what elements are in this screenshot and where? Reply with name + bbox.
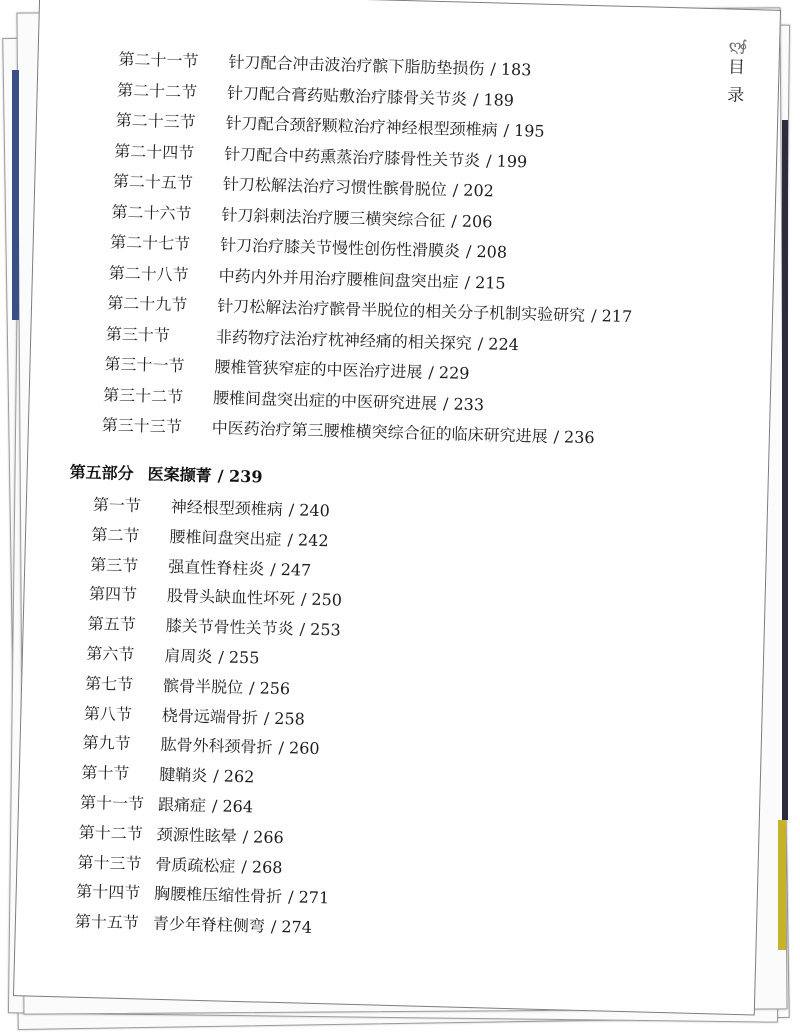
- toc-page-number: / 266: [242, 826, 284, 847]
- toc-entry[interactable]: [82, 733, 319, 759]
- toc-entry[interactable]: [86, 644, 259, 669]
- toc-section-number: 第一节: [92, 495, 142, 516]
- toc-section-number: 第十三节: [77, 852, 142, 874]
- toc-section-number: 第二十一节: [118, 49, 199, 71]
- toc-page-number: / 260: [278, 738, 320, 759]
- toc-entry[interactable]: [111, 202, 492, 232]
- toc-section-number: 第二十九节: [107, 293, 188, 315]
- toc-page-number: / 274: [270, 917, 313, 938]
- toc-entry[interactable]: [76, 882, 329, 909]
- toc-section-number: 第二十五节: [112, 171, 194, 193]
- toc-entry-title: 针刀配合颈舒颗粒治疗神经根型颈椎病: [225, 113, 498, 140]
- side-marker-char-2: 录: [727, 85, 745, 106]
- book-cover-edge-dark: [782, 120, 788, 820]
- toc-page-number: / 271: [287, 887, 330, 908]
- toc-entry-title: 腱鞘炎: [159, 765, 208, 786]
- toc-entry[interactable]: [110, 232, 507, 262]
- side-marker: [715, 37, 757, 110]
- toc-entry-title: 骨质疏松症: [155, 854, 236, 876]
- toc-section-number: 第五节: [87, 614, 136, 635]
- toc-section-number: 第十五节: [74, 911, 140, 933]
- toc-entry-title: 针刀松解法治疗习惯性髌骨脱位: [222, 174, 448, 200]
- toc-page-number: / 250: [300, 589, 343, 610]
- toc-page: [13, 0, 781, 1016]
- toc-page-number: / 256: [248, 677, 291, 699]
- part-title: 医案撷菁: [147, 464, 212, 486]
- toc-section-number: 第三十二节: [102, 384, 184, 406]
- toc-entry-title: 针刀配合中药熏蒸治疗膝骨性关节炎: [224, 143, 481, 170]
- toc-entry[interactable]: [104, 354, 469, 384]
- toc-entry-title: 颈源性眩晕: [156, 824, 237, 846]
- toc-section-number: 第八节: [83, 703, 133, 724]
- toc-entry[interactable]: [103, 385, 484, 415]
- part-page: / 239: [217, 466, 263, 487]
- toc-page-number: / 240: [288, 500, 331, 521]
- toc-entry-title: 腰椎间盘突出症: [169, 526, 282, 549]
- toc-section-number: 第三十一节: [104, 354, 185, 376]
- toc-page-number: / 183: [490, 59, 532, 80]
- side-marker-char-1: 目: [727, 57, 746, 78]
- toc-entry[interactable]: [101, 415, 594, 448]
- toc-entry-title: 中医药治疗第三腰椎横突综合征的临床研究进展: [211, 418, 548, 446]
- toc-page-number: / 242: [287, 529, 329, 551]
- toc-entry[interactable]: [85, 674, 290, 699]
- toc-section-number: 第十一节: [79, 792, 145, 814]
- toc-entry[interactable]: [106, 324, 519, 355]
- toc-section-number: 第三节: [90, 554, 139, 575]
- toc-page-number: / 206: [451, 210, 493, 231]
- toc-entry[interactable]: [118, 50, 531, 81]
- toc-section-number: 第三十节: [105, 323, 171, 345]
- toc-page-number: / 215: [464, 272, 506, 293]
- toc-entry[interactable]: [81, 763, 254, 788]
- toc-entry-title: 针刀配合冲击波治疗髌下脂肪垫损伤: [228, 52, 485, 79]
- toc-list-part4: [40, 0, 780, 448]
- toc-section-number: 第九节: [82, 733, 131, 754]
- toc-section-number: 第三十三节: [101, 415, 182, 437]
- toc-entry[interactable]: [89, 584, 342, 611]
- toc-entry[interactable]: [113, 171, 494, 201]
- toc-page-number: / 258: [263, 708, 306, 729]
- toc-entry-title: 针刀斜刺法治疗腰三横突综合征: [221, 204, 446, 230]
- toc-page-number: / 195: [503, 120, 545, 141]
- toc-section-number: 第二十六节: [111, 201, 192, 224]
- toc-entry-title: 跟痛症: [157, 794, 207, 816]
- toc-entry[interactable]: [108, 263, 505, 293]
- toc-page-number: / 202: [452, 180, 495, 201]
- toc-entry-title: 髌骨半脱位: [162, 675, 244, 697]
- toc-section-number: 第二十四节: [114, 140, 195, 163]
- toc-page-number: / 208: [465, 241, 508, 262]
- toc-entry[interactable]: [115, 111, 544, 142]
- toc-page-number: / 255: [218, 647, 260, 668]
- toc-entry[interactable]: [87, 614, 340, 641]
- toc-entry-title: 桡骨远端骨折: [161, 705, 259, 728]
- toc-section-number: 第二十三节: [115, 110, 196, 132]
- toc-entry-title: 肱骨外科颈骨折: [160, 735, 273, 758]
- toc-section-number: 第二十二节: [116, 80, 198, 102]
- toc-entry[interactable]: [93, 495, 330, 521]
- toc-page-number: / 262: [213, 766, 255, 787]
- book-cover-edge-yellow: [778, 820, 786, 950]
- toc-entry[interactable]: [91, 525, 328, 551]
- toc-page-number: / 247: [270, 559, 312, 580]
- toc-page-number: / 264: [211, 796, 254, 817]
- toc-entry[interactable]: [75, 912, 312, 938]
- toc-section-number: 第六节: [86, 643, 135, 665]
- toc-entry-title: 神经根型颈椎病: [170, 497, 284, 520]
- toc-entry-title: 非药物疗法治疗枕神经痛的相关探究: [215, 326, 473, 353]
- toc-page-number: / 253: [299, 619, 341, 640]
- toc-entry-title: 针刀治疗膝关节慢性创伤性滑膜炎: [219, 235, 461, 261]
- toc-section-number: 第二十七节: [109, 232, 191, 254]
- part-heading[interactable]: [69, 462, 262, 487]
- toc-section-number: 第十节: [81, 763, 130, 784]
- toc-entry[interactable]: [80, 793, 253, 818]
- toc-entry-title: 胸腰椎压缩性骨折: [153, 884, 283, 907]
- toc-entry-title: 腰椎间盘突出症的中医研究进展: [212, 387, 438, 413]
- toc-page-number: / 236: [553, 427, 595, 448]
- toc-entry[interactable]: [84, 703, 305, 729]
- toc-entry[interactable]: [107, 293, 632, 327]
- toc-section-number: 第十二节: [78, 822, 144, 844]
- toc-section-number: 第四节: [88, 584, 138, 605]
- book-cover-edge-blue: [12, 70, 19, 320]
- toc-entry-title: 青少年脊柱侧弯: [152, 913, 266, 936]
- toc-entry[interactable]: [90, 555, 311, 581]
- toc-page-number: / 189: [472, 89, 515, 110]
- toc-page-number: / 217: [590, 306, 633, 327]
- toc-entry[interactable]: [79, 823, 284, 848]
- toc-page-number: / 229: [428, 362, 470, 383]
- toc-entry-title: 膝关节骨性关节炎: [165, 616, 294, 639]
- toc-entry-title: 腰椎管狭窄症的中医治疗进展: [214, 357, 423, 382]
- toc-entry-title: 肩周炎: [164, 645, 213, 667]
- toc-entry-title: 强直性脊柱炎: [168, 556, 265, 579]
- toc-entry-title: 股骨头缺血性坏死: [166, 586, 296, 609]
- cloud-ornament-icon: ღ∮: [728, 36, 746, 55]
- toc-entry-title: 针刀配合膏药贴敷治疗膝骨关节炎: [226, 82, 468, 109]
- toc-page-number: / 233: [442, 393, 485, 414]
- toc-section-number: 第十四节: [75, 882, 141, 903]
- toc-entry-title: 中药内外并用治疗腰椎间盘突出症: [218, 265, 459, 292]
- toc-section-number: 第二十八节: [108, 262, 189, 284]
- toc-entry[interactable]: [114, 141, 527, 172]
- part-label: 第五部分: [69, 462, 134, 484]
- toc-page-number: / 268: [241, 856, 283, 877]
- toc-entry[interactable]: [77, 852, 282, 877]
- toc-page-number: / 199: [485, 150, 528, 171]
- toc-entry[interactable]: [117, 80, 514, 110]
- toc-page-number: / 224: [477, 333, 520, 354]
- toc-entry-title: 针刀松解法治疗髌骨半脱位的相关分子机制实验研究: [217, 296, 586, 325]
- toc-section-number: 第七节: [84, 673, 134, 694]
- toc-section-number: 第二节: [91, 524, 140, 546]
